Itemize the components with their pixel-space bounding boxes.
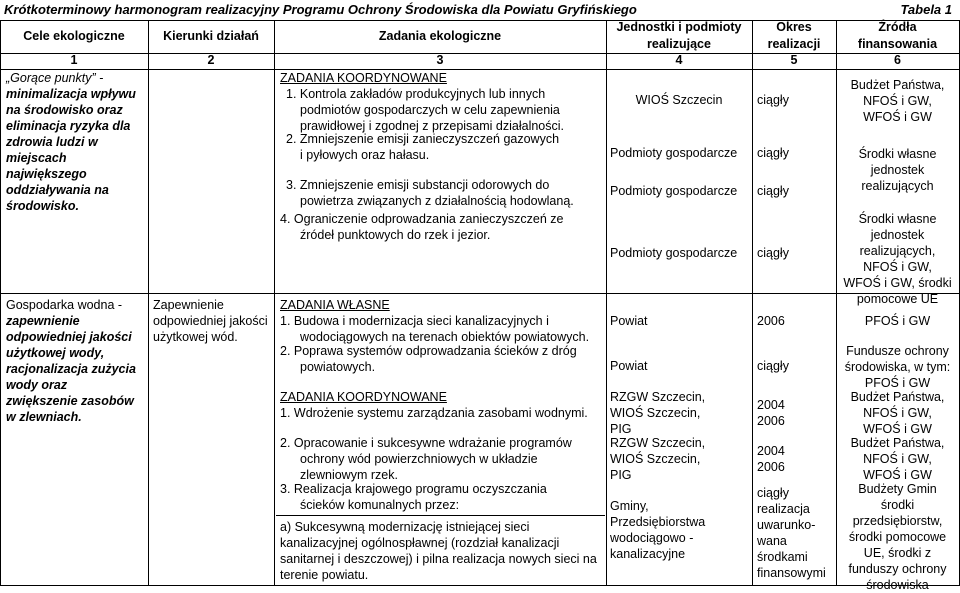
- source-state-funds: Budżet Państwa, NFOŚ i GW, WFOŚ i GW: [850, 390, 945, 436]
- goal-hot-spots: „Gorące punkty” - minimalizacja wpływu na środowisko oraz eliminacja ryzyka dla zdrowia ludzi w miejscach największego oddziaływania na środowisko.: [6, 71, 136, 213]
- task-water-protection-programs: 2. Opracowanie i sukcesywne wdrażanie programów ochrony wód powierzchniowych w układzie zlewniowym rzek.: [280, 436, 572, 482]
- source-county-fund: PFOŚ i GW: [864, 314, 931, 328]
- source-environmental-funds: Fundusze ochrony środowiska, w tym: PFOŚ i GW: [844, 344, 951, 390]
- unit-municipalities: Gminy, Przedsiębiorstwa wodociągowo - kanalizacyjne: [610, 499, 706, 561]
- task-wastewater-program: 3. Realizacja krajowego programu oczyszczania ścieków komunalnych przez:: [280, 482, 547, 512]
- period-continuous: ciągły: [757, 146, 789, 160]
- task-control: 1. Kontrola zakładów produkcyjnych lub innych podmiotów gospodarczych w celu zapewnienia prawidłowej i zgodnej z przepisami działalności.: [286, 87, 565, 133]
- unit-county: Powiat: [610, 359, 648, 373]
- goal-water-management: Gospodarka wodna - zapewnienie odpowiedniej jakości użytkowej wody, racjonalizacja zużycia wody oraz zwiększenie zasobów w zlewniach.: [6, 298, 136, 424]
- rule: [752, 20, 753, 586]
- header-goals: Cele ekologiczne: [23, 29, 125, 43]
- column-number: 2: [207, 53, 215, 67]
- table-label: Tabela 1: [900, 2, 952, 17]
- task-sewer-construction: 1. Budowa i modernizacja sieci kanalizacyjnych i wodociągowych na terenach obiektów powiatowych.: [280, 314, 590, 344]
- header-sources-2: finansowania: [857, 37, 938, 51]
- column-number: 6: [894, 53, 901, 67]
- task-gas-emissions: 2. Zmniejszenie emisji zanieczyszczeń gazowych i pyłowych oraz hałasu.: [286, 132, 560, 162]
- column-number: 4: [675, 53, 683, 67]
- period-continuous: ciągły: [757, 246, 789, 260]
- source-state-funds: Budżet Państwa, NFOŚ i GW, WFOŚ i GW: [850, 78, 945, 124]
- task-point-sources: 4. Ograniczenie odprowadzania zanieczyszczeń ze źródeł punktowych do rzek i jezior.: [280, 212, 564, 242]
- source-state-funds: Budżet Państwa, NFOŚ i GW, WFOŚ i GW: [850, 436, 945, 482]
- period-conditional: ciągły realizacja uwarunko- wana środkami finansowymi: [757, 486, 826, 580]
- rule: [0, 20, 1, 586]
- period-years: 2004 2006: [757, 398, 785, 428]
- rule: [0, 69, 960, 70]
- header-period-2: realizacji: [767, 37, 821, 51]
- header-period-1: Okres: [776, 20, 812, 34]
- document-title: Krótkoterminowy harmonogram realizacyjny Programu Ochrony Środowiska dla Powiatu Gryfińskiego: [4, 2, 637, 17]
- period-years: 2004 2006: [757, 444, 785, 474]
- task-sewer-modernization: a) Sukcesywną modernizację istniejącej sieci kanalizacyjnej ogólnospławnej (rozdział kanalizacji sanitarnej i deszczowej) i pilna realizacja nowych sieci na terenie powiatu.: [280, 520, 597, 582]
- header-directions: Kierunki działań: [163, 29, 259, 43]
- period-continuous: ciągły: [757, 93, 789, 107]
- period-year: 2006: [757, 314, 785, 328]
- period-continuous: ciągły: [757, 184, 789, 198]
- period-continuous: ciągły: [757, 359, 789, 373]
- unit-water-authorities: RZGW Szczecin, WIOŚ Szczecin, PIG: [610, 436, 706, 482]
- section-own-tasks: ZADANIA WŁASNE: [280, 298, 390, 312]
- source-own-funds: Środki własne jednostek realizujących: [858, 147, 937, 193]
- unit-county: Powiat: [610, 314, 648, 328]
- task-odor-emissions: 3. Zmniejszenie emisji substancji odorowych do powietrza związanych z działalnością hodowlaną.: [286, 178, 574, 208]
- header-sources-1: Źródła: [878, 20, 917, 34]
- rule: [0, 293, 960, 294]
- rule: [274, 20, 275, 586]
- header-units-1: Jednostki i podmioty: [616, 20, 742, 34]
- column-number: 3: [436, 53, 444, 67]
- rule: [148, 20, 149, 586]
- unit-wios: WIOŚ Szczecin: [635, 93, 723, 107]
- unit-businesses: Podmioty gospodarcze: [610, 246, 738, 260]
- unit-water-authorities: RZGW Szczecin, WIOŚ Szczecin, PIG: [610, 390, 706, 436]
- unit-businesses: Podmioty gospodarcze: [610, 146, 738, 160]
- header-tasks: Zadania ekologiczne: [378, 29, 502, 43]
- section-coordinated-tasks: ZADANIA KOORDYNOWANE: [280, 71, 447, 85]
- column-number: 1: [70, 53, 78, 67]
- direction-water-quality: Zapewnienie odpowiedniej jakości użytkowej wód.: [153, 298, 268, 344]
- column-number: 5: [790, 53, 798, 67]
- section-coordinated-tasks-2: ZADANIA KOORDYNOWANE: [280, 390, 447, 404]
- source-mixed-funds: Środki własne jednostek realizujących, NFOŚ i GW, WFOŚ i GW, środki pomocowe UE: [843, 212, 952, 306]
- unit-businesses: Podmioty gospodarcze: [610, 184, 738, 198]
- source-municipal-budgets: Budżety Gmin środki przedsiębiorstw, środki pomocowe UE, środki z funduszy ochrony środowiska: [848, 482, 947, 592]
- task-road-drainage: 2. Poprawa systemów odprowadzania ścieków z dróg powiatowych.: [280, 344, 577, 374]
- header-units-2: realizujące: [647, 37, 711, 51]
- task-water-management-system: 1. Wdrożenie systemu zarządzania zasobami wodnymi.: [280, 406, 588, 420]
- rule: [276, 515, 605, 516]
